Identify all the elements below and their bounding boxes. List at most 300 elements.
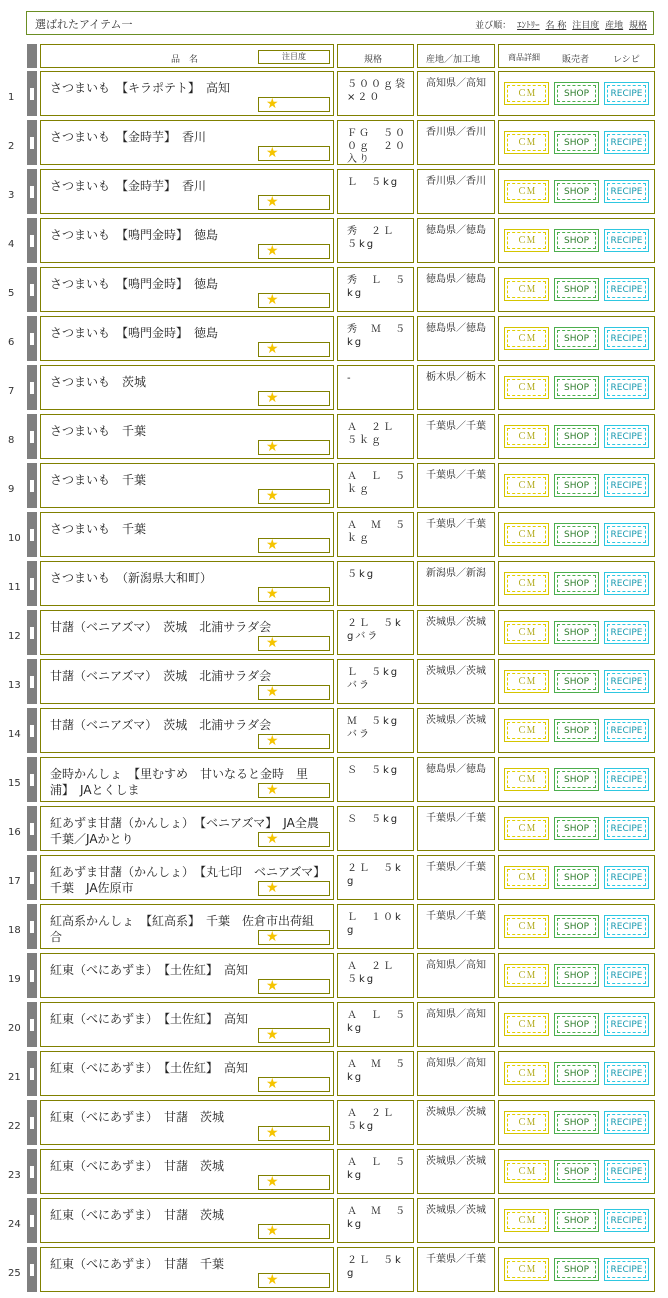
item-spec-cell [337, 1247, 414, 1292]
attention-rating[interactable] [258, 1126, 330, 1141]
item-name[interactable]: さつまいも 【金時芋】 香川 [50, 179, 207, 193]
attention-rating[interactable] [258, 685, 330, 700]
attention-rating[interactable] [258, 930, 330, 945]
item-spec-cell [337, 365, 414, 410]
star-icon: ★ [266, 978, 279, 994]
column-header-attention[interactable]: 注目度 [258, 50, 330, 64]
item-spec: Ｍ ５kgバラ [347, 716, 400, 740]
recipe-button[interactable] [604, 523, 649, 546]
cm-button[interactable] [504, 1160, 549, 1183]
cm-button[interactable] [504, 1111, 549, 1134]
row-handle-notch [30, 872, 34, 884]
row-number: 19 [8, 974, 21, 985]
cm-button[interactable] [504, 523, 549, 546]
attention-rating[interactable] [258, 342, 330, 357]
sort-link-spec[interactable]: 規格 [628, 21, 647, 31]
shop-button[interactable] [554, 621, 599, 644]
item-name[interactable]: 金時かんしょ 【里むすめ 甘いなると金時 里浦】 JAとくしま [50, 767, 309, 797]
item-name-cell [40, 1100, 334, 1145]
item-spec: Ｌ ５kg [347, 177, 400, 188]
row-handle-notch [30, 823, 34, 835]
shop-button-label: SHOP [557, 1212, 596, 1229]
row-number: 14 [8, 729, 21, 740]
item-origin-cell [417, 806, 495, 851]
cm-button-label: ＣＭ [507, 771, 546, 788]
row-handle-notch [30, 480, 34, 492]
shop-button[interactable] [554, 964, 599, 987]
item-name[interactable]: 紅東（べにあずま） 【土佐紅】 高知 [50, 963, 249, 977]
shop-button-label: SHOP [557, 428, 596, 445]
cm-button[interactable] [504, 964, 549, 987]
item-origin: 徳島県／徳島 [426, 323, 486, 334]
item-spec: 秀 Ｍ ５kg [347, 324, 407, 348]
table-row [0, 561, 668, 606]
cm-button-label: ＣＭ [507, 673, 546, 690]
item-actions [498, 267, 655, 312]
shop-button[interactable] [554, 866, 599, 889]
cm-button[interactable] [504, 1062, 549, 1085]
item-name[interactable]: さつまいも 茨城 [50, 375, 147, 389]
attention-rating[interactable] [258, 783, 330, 798]
cm-button[interactable] [504, 278, 549, 301]
item-name[interactable]: 甘藷（ベニアズマ） 茨城 北浦サラダ会 [50, 620, 272, 634]
item-spec-cell [337, 855, 414, 900]
shop-button[interactable] [554, 817, 599, 840]
item-name[interactable]: さつまいも （新潟県大和町） [50, 571, 213, 585]
recipe-button[interactable] [604, 229, 649, 252]
star-icon: ★ [266, 733, 279, 749]
cm-button[interactable] [504, 670, 549, 693]
item-actions [498, 365, 655, 410]
item-origin-cell [417, 855, 495, 900]
cm-button[interactable] [504, 866, 549, 889]
shop-button-label: SHOP [557, 134, 596, 151]
shop-button[interactable] [554, 1111, 599, 1134]
recipe-button[interactable] [604, 180, 649, 203]
cm-button-label: ＣＭ [507, 820, 546, 837]
star-icon: ★ [266, 929, 279, 945]
row-number: 7 [8, 386, 15, 397]
item-spec-cell [337, 904, 414, 949]
row-number: 3 [8, 190, 15, 201]
cm-button[interactable] [504, 327, 549, 350]
star-icon: ★ [266, 439, 279, 455]
sort-link-origin[interactable]: 産地 [605, 21, 624, 31]
attention-rating[interactable] [258, 587, 330, 602]
recipe-button-label: RECIPE [607, 526, 646, 543]
row-number: 24 [8, 1219, 21, 1230]
row-select-handle[interactable] [27, 512, 37, 557]
item-name-cell [40, 512, 334, 557]
shop-button[interactable] [554, 82, 599, 105]
attention-rating[interactable] [258, 832, 330, 847]
recipe-button[interactable] [604, 131, 649, 154]
item-spec: Ｓ ５kg [347, 765, 400, 776]
cm-button[interactable] [504, 768, 549, 791]
sort-link-attention[interactable]: 注目度 [572, 21, 600, 31]
row-select-handle[interactable] [27, 953, 37, 998]
recipe-button[interactable] [604, 866, 649, 889]
row-select-handle[interactable] [27, 806, 37, 851]
shop-button[interactable] [554, 523, 599, 546]
shop-button[interactable] [554, 1258, 599, 1281]
recipe-button-label: RECIPE [607, 232, 646, 249]
table-row [0, 463, 668, 508]
cm-button[interactable] [504, 425, 549, 448]
row-select-handle[interactable] [27, 561, 37, 606]
item-origin: 茨城県／茨城 [426, 1107, 486, 1118]
item-actions [498, 1002, 655, 1047]
item-actions [498, 659, 655, 704]
table-row [0, 365, 668, 410]
attention-rating[interactable] [258, 1028, 330, 1043]
cm-button-label: ＣＭ [507, 918, 546, 935]
item-origin-cell [417, 267, 495, 312]
table-row [0, 708, 668, 753]
recipe-button[interactable] [604, 327, 649, 350]
star-icon: ★ [266, 831, 279, 847]
item-name[interactable]: 紅東（べにあずま） 甘藷 千葉 [50, 1257, 225, 1271]
recipe-button[interactable] [604, 474, 649, 497]
shop-button[interactable] [554, 1160, 599, 1183]
item-name[interactable]: 紅あずま甘藷（かんしょ） 【丸七印 ベニアズマ】 千葉 JA佐原市 [50, 865, 332, 895]
row-select-handle[interactable] [27, 120, 37, 165]
cm-button[interactable] [504, 376, 549, 399]
attention-rating[interactable] [258, 391, 330, 406]
item-name[interactable]: 紅東（べにあずま） 甘藷 茨城 [50, 1208, 225, 1222]
item-origin-cell [417, 463, 495, 508]
recipe-button[interactable] [604, 1258, 649, 1281]
item-name-cell [40, 365, 334, 410]
column-header-actions [498, 44, 655, 68]
shop-button-label: SHOP [557, 918, 596, 935]
item-name[interactable]: さつまいも 千葉 [50, 424, 147, 438]
shop-button-label: SHOP [557, 281, 596, 298]
item-origin: 新潟県／新潟 [426, 568, 486, 579]
star-icon: ★ [266, 1223, 279, 1239]
attention-rating[interactable] [258, 244, 330, 259]
item-spec-cell [337, 708, 414, 753]
star-icon: ★ [266, 684, 279, 700]
row-select-handle[interactable] [27, 169, 37, 214]
recipe-button[interactable] [604, 278, 649, 301]
shop-button[interactable] [554, 768, 599, 791]
recipe-button[interactable] [604, 964, 649, 987]
row-select-handle[interactable] [27, 1198, 37, 1243]
recipe-button-label: RECIPE [607, 624, 646, 641]
row-select-handle[interactable] [27, 1149, 37, 1194]
item-name[interactable]: さつまいも 千葉 [50, 473, 147, 487]
item-spec: ＦＧ ５００ｇ ２０入り [347, 128, 407, 165]
recipe-button[interactable] [604, 425, 649, 448]
shop-button[interactable] [554, 915, 599, 938]
recipe-button[interactable] [604, 768, 649, 791]
row-select-handle[interactable] [27, 855, 37, 900]
item-name-cell [40, 169, 334, 214]
shop-button[interactable] [554, 1013, 599, 1036]
row-select-handle[interactable] [27, 316, 37, 361]
row-handle-notch [30, 529, 34, 541]
item-spec: Ｓ ５kg [347, 814, 400, 825]
row-number: 12 [8, 631, 21, 642]
item-origin-cell [417, 120, 495, 165]
row-select-handle[interactable] [27, 708, 37, 753]
row-handle-notch [30, 676, 34, 688]
item-name[interactable]: さつまいも 【金時芋】 香川 [50, 130, 207, 144]
cm-button[interactable] [504, 621, 549, 644]
item-actions [498, 512, 655, 557]
item-name[interactable]: さつまいも 【キラポテト】 高知 [50, 81, 231, 95]
star-icon: ★ [266, 1174, 279, 1190]
item-origin-cell [417, 1100, 495, 1145]
item-spec: ２Ｌ ５kg [347, 863, 403, 887]
cm-button-label: ＣＭ [507, 869, 546, 886]
shop-button-label: SHOP [557, 526, 596, 543]
item-spec: ５kg [347, 569, 376, 580]
star-icon: ★ [266, 782, 279, 798]
attention-rating[interactable] [258, 97, 330, 112]
recipe-button-label: RECIPE [607, 281, 646, 298]
recipe-button-label: RECIPE [607, 967, 646, 984]
item-spec: 秀 ２Ｌ ５kg [347, 226, 407, 250]
row-handle-notch [30, 186, 34, 198]
column-header-origin [417, 44, 495, 68]
row-select-handle[interactable] [27, 904, 37, 949]
item-origin: 千葉県／千葉 [426, 1254, 486, 1265]
row-handle-notch [30, 627, 34, 639]
cm-button[interactable] [504, 180, 549, 203]
item-name[interactable]: さつまいも 【鳴門金時】 徳島 [50, 228, 219, 242]
item-name-cell [40, 659, 334, 704]
item-name[interactable]: 甘藷（ベニアズマ） 茨城 北浦サラダ会 [50, 718, 272, 732]
recipe-button-label: RECIPE [607, 330, 646, 347]
attention-rating[interactable] [258, 881, 330, 896]
item-actions [498, 71, 655, 116]
shop-button[interactable] [554, 1209, 599, 1232]
row-handle-notch [30, 921, 34, 933]
row-select-handle[interactable] [27, 218, 37, 263]
item-origin-cell [417, 218, 495, 263]
cm-button[interactable] [504, 1258, 549, 1281]
row-number: 13 [8, 680, 21, 691]
item-origin-cell [417, 561, 495, 606]
shop-button[interactable] [554, 327, 599, 350]
item-origin-cell [417, 1198, 495, 1243]
attention-rating[interactable] [258, 1077, 330, 1092]
shop-button[interactable] [554, 719, 599, 742]
table-row [0, 610, 668, 655]
recipe-button-label: RECIPE [607, 1163, 646, 1180]
row-select-handle[interactable] [27, 463, 37, 508]
shop-button-label: SHOP [557, 1016, 596, 1033]
row-handle-notch [30, 235, 34, 247]
cm-button[interactable] [504, 82, 549, 105]
item-name[interactable]: さつまいも 【鳴門金時】 徳島 [50, 326, 219, 340]
row-select-handle[interactable] [27, 71, 37, 116]
shop-button[interactable] [554, 1062, 599, 1085]
shop-button[interactable] [554, 376, 599, 399]
cm-button-label: ＣＭ [507, 379, 546, 396]
item-origin: 高知県／高知 [426, 1058, 486, 1069]
shop-button[interactable] [554, 425, 599, 448]
row-number: 2 [8, 141, 15, 152]
row-number: 11 [8, 582, 21, 593]
column-header-marker [27, 44, 37, 68]
row-select-handle[interactable] [27, 1247, 37, 1292]
cm-button-label: ＣＭ [507, 1261, 546, 1278]
recipe-button[interactable] [604, 915, 649, 938]
item-spec-cell [337, 1051, 414, 1096]
recipe-button[interactable] [604, 1209, 649, 1232]
star-icon: ★ [266, 537, 279, 553]
cm-button-label: ＣＭ [507, 1065, 546, 1082]
item-origin: 千葉県／千葉 [426, 911, 486, 922]
sort-link-name[interactable]: 名 称 [545, 21, 567, 31]
recipe-button[interactable] [604, 621, 649, 644]
shop-button-label: SHOP [557, 85, 596, 102]
item-actions [498, 561, 655, 606]
cm-button[interactable] [504, 1209, 549, 1232]
shop-button[interactable] [554, 278, 599, 301]
cm-button[interactable] [504, 131, 549, 154]
item-origin: 香川県／香川 [426, 127, 486, 138]
row-number: 9 [8, 484, 15, 495]
item-name[interactable]: さつまいも 千葉 [50, 522, 147, 536]
attention-rating[interactable] [258, 979, 330, 994]
item-name[interactable]: 紅東（べにあずま） 【土佐紅】 高知 [50, 1012, 249, 1026]
shop-button-label: SHOP [557, 673, 596, 690]
recipe-button[interactable] [604, 572, 649, 595]
item-origin: 徳島県／徳島 [426, 764, 486, 775]
cm-button[interactable] [504, 572, 549, 595]
star-icon: ★ [266, 1027, 279, 1043]
table-row [0, 71, 668, 116]
recipe-button[interactable] [604, 719, 649, 742]
recipe-button[interactable] [604, 376, 649, 399]
attention-rating[interactable] [258, 440, 330, 455]
item-spec-cell [337, 120, 414, 165]
item-origin-cell [417, 414, 495, 459]
shop-button[interactable] [554, 131, 599, 154]
cm-button[interactable] [504, 719, 549, 742]
cm-button[interactable] [504, 229, 549, 252]
row-select-handle[interactable] [27, 757, 37, 802]
recipe-button[interactable] [604, 1111, 649, 1134]
item-spec-cell [337, 218, 414, 263]
item-spec-cell [337, 1198, 414, 1243]
shop-button[interactable] [554, 474, 599, 497]
row-select-handle[interactable] [27, 267, 37, 312]
row-handle-notch [30, 137, 34, 149]
recipe-button-label: RECIPE [607, 379, 646, 396]
shop-button-label: SHOP [557, 1114, 596, 1131]
row-select-handle[interactable] [27, 610, 37, 655]
attention-rating[interactable] [258, 489, 330, 504]
cm-button[interactable] [504, 817, 549, 840]
attention-rating[interactable] [258, 195, 330, 210]
cm-button-label: ＣＭ [507, 477, 546, 494]
attention-rating[interactable] [258, 146, 330, 161]
star-icon: ★ [266, 635, 279, 651]
item-name[interactable]: 紅あずま甘藷（かんしょ） 【ベニアズマ】 JA全農千葉／JAかとり [50, 816, 319, 846]
row-handle-notch [30, 333, 34, 345]
item-spec: Ａ Ｍ ５kg [347, 1206, 407, 1230]
item-origin-cell [417, 708, 495, 753]
row-handle-notch [30, 431, 34, 443]
recipe-button[interactable] [604, 817, 649, 840]
item-name[interactable]: 紅東（べにあずま） 甘藷 茨城 [50, 1159, 225, 1173]
row-select-handle[interactable] [27, 1002, 37, 1047]
row-number: 23 [8, 1170, 21, 1181]
cm-button[interactable] [504, 474, 549, 497]
item-spec-cell [337, 610, 414, 655]
item-origin: 徳島県／徳島 [426, 274, 486, 285]
attention-rating[interactable] [258, 538, 330, 553]
row-select-handle[interactable] [27, 414, 37, 459]
item-actions [498, 757, 655, 802]
item-name[interactable]: 紅東（べにあずま） 甘藷 茨城 [50, 1110, 225, 1124]
item-spec: Ａ ２Ｌ ５kg [347, 1108, 407, 1132]
shop-button[interactable] [554, 670, 599, 693]
item-actions [498, 1149, 655, 1194]
attention-rating[interactable] [258, 293, 330, 308]
recipe-button[interactable] [604, 1062, 649, 1085]
item-name-cell [40, 561, 334, 606]
row-select-handle[interactable] [27, 1051, 37, 1096]
recipe-button[interactable] [604, 670, 649, 693]
column-header-spec [337, 44, 414, 68]
recipe-button[interactable] [604, 82, 649, 105]
attention-rating[interactable] [258, 1273, 330, 1288]
recipe-button[interactable] [604, 1013, 649, 1036]
column-header-seller: 販売者 [562, 55, 590, 65]
attention-rating[interactable] [258, 1224, 330, 1239]
sort-link-entry[interactable]: ｴﾝﾄﾘｰ [517, 21, 540, 31]
item-spec-cell [337, 561, 414, 606]
item-name[interactable]: 紅高系かんしょ 【紅高系】 千葉 佐倉市出荷組合 [50, 914, 315, 944]
column-header-name-label: 品 名 [171, 55, 199, 65]
recipe-button-label: RECIPE [607, 134, 646, 151]
row-select-handle[interactable] [27, 365, 37, 410]
row-select-handle[interactable] [27, 659, 37, 704]
row-select-handle[interactable] [27, 1100, 37, 1145]
shop-button[interactable] [554, 229, 599, 252]
attention-rating[interactable] [258, 1175, 330, 1190]
item-name-cell [40, 708, 334, 753]
recipe-button[interactable] [604, 1160, 649, 1183]
item-name[interactable]: 紅東（べにあずま） 【土佐紅】 高知 [50, 1061, 249, 1075]
shop-button[interactable] [554, 572, 599, 595]
attention-rating[interactable] [258, 734, 330, 749]
item-name[interactable]: さつまいも 【鳴門金時】 徳島 [50, 277, 219, 291]
item-name[interactable]: 甘藷（ベニアズマ） 茨城 北浦サラダ会 [50, 669, 272, 683]
shop-button[interactable] [554, 180, 599, 203]
item-actions [498, 1198, 655, 1243]
row-number: 16 [8, 827, 21, 838]
item-name-cell [40, 1247, 334, 1292]
item-spec-cell [337, 806, 414, 851]
recipe-button-label: RECIPE [607, 1114, 646, 1131]
cm-button-label: ＣＭ [507, 428, 546, 445]
attention-rating[interactable] [258, 636, 330, 651]
item-origin-cell [417, 512, 495, 557]
cm-button-label: ＣＭ [507, 722, 546, 739]
item-actions [498, 855, 655, 900]
cm-button[interactable] [504, 915, 549, 938]
item-spec: Ａ Ｍ ５kg [347, 1059, 407, 1083]
cm-button[interactable] [504, 1013, 549, 1036]
recipe-button-label: RECIPE [607, 1065, 646, 1082]
